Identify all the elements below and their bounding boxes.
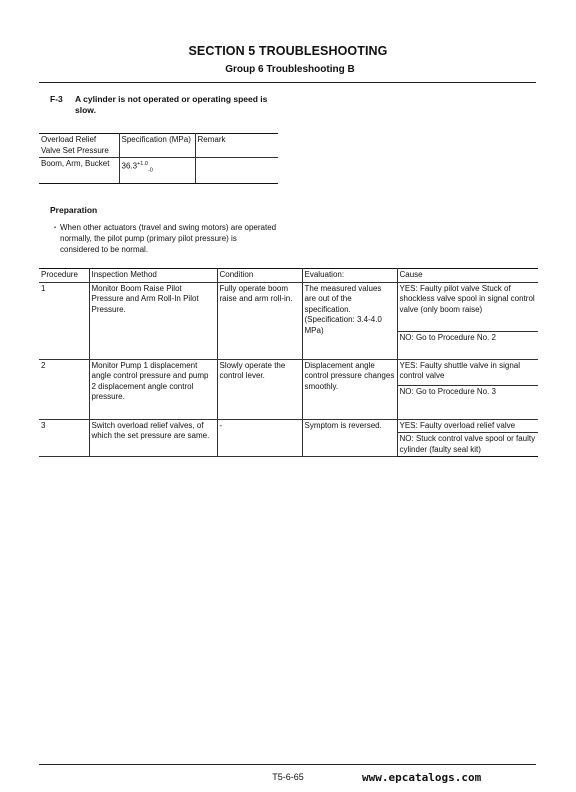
header-divider [39, 82, 536, 83]
inspection-method: Switch overload relief valves, of which the set pressure are same. [89, 419, 217, 457]
evaluation: Displacement angle control pressure changes smoothly. [302, 359, 397, 419]
section-title: SECTION 5 TROUBLESHOOTING [188, 44, 388, 58]
spec-header-valve: Overload Relief Valve Set Pressure [39, 134, 119, 158]
specification-table [39, 133, 278, 184]
spec-table-header-row [39, 134, 278, 158]
spec-cell-value [119, 158, 195, 184]
spec-cell-actuators: Boom, Arm, Bucket [39, 158, 119, 184]
spec-value-tolerance-minus: -0 [147, 167, 153, 174]
footer-divider [39, 764, 536, 765]
cause-yes: YES: Faulty overload relief valve [397, 419, 538, 433]
spec-header-specification: Specification (MPa) [119, 134, 195, 158]
spec-value-tolerance-plus: +1.0 [137, 161, 148, 167]
header-evaluation: Evaluation: [302, 269, 397, 283]
evaluation: The measured values are out of the specification. (Specification: 3.4-4.0 MPa) [302, 282, 397, 359]
spec-value-main: 36.3 [121, 161, 138, 171]
evaluation: Symptom is reversed. [302, 419, 397, 457]
procedure-table-header-row [39, 269, 538, 283]
procedure-number: 3 [39, 419, 89, 457]
procedure-number: 1 [39, 282, 89, 359]
spec-header-remark: Remark [195, 134, 278, 158]
header-procedure: Procedure [39, 269, 89, 283]
cause-no: NO: Go to Procedure No. 3 [397, 385, 538, 419]
header-cause: Cause [397, 269, 538, 283]
header-inspection-method: Inspection Method [89, 269, 217, 283]
cause-no: NO: Go to Procedure No. 2 [397, 331, 538, 359]
group-title: Group 6 Troubleshooting B [225, 64, 355, 75]
procedure-row-2 [39, 359, 538, 385]
inspection-method: Monitor Boom Raise Pilot Pressure and Arm Roll-In Pilot Pressure. [89, 282, 217, 359]
condition: Fully operate boom raise and arm roll-in. [217, 282, 302, 359]
procedure-row-1 [39, 282, 538, 331]
preparation-text: When other actuators (travel and swing motors) are operated normally, the pilot pump (primary pilot pressure) is considered to be normal. [60, 223, 277, 254]
spec-table-row [39, 158, 278, 184]
fault-description: A cylinder is not operated or operating speed is slow. [75, 94, 268, 115]
spec-cell-remark [195, 158, 278, 184]
inspection-method: Monitor Pump 1 displacement angle control pressure and pump 2 displacement angle control pressure. [89, 359, 217, 419]
watermark: www.epcatalogs.com [362, 771, 482, 784]
preparation-heading: Preparation [50, 205, 98, 215]
condition: Slowly operate the control lever. [217, 359, 302, 419]
header-condition: Condition [217, 269, 302, 283]
procedure-row-3 [39, 419, 538, 433]
preparation-bullet: ・ [51, 223, 59, 232]
procedure-table [39, 268, 538, 457]
condition: - [217, 419, 302, 457]
page-number: T5-6-65 [272, 772, 304, 782]
fault-code: F-3 [50, 94, 63, 104]
cause-yes: YES: Faulty shuttle valve in signal control valve [397, 359, 538, 385]
cause-no: NO: Stuck control valve spool or faulty cylinder (faulty seal kit) [397, 433, 538, 457]
procedure-number: 2 [39, 359, 89, 419]
cause-yes: YES: Faulty pilot valve Stuck of shockless valve spool in signal control valve (only boom raise) [397, 282, 538, 331]
